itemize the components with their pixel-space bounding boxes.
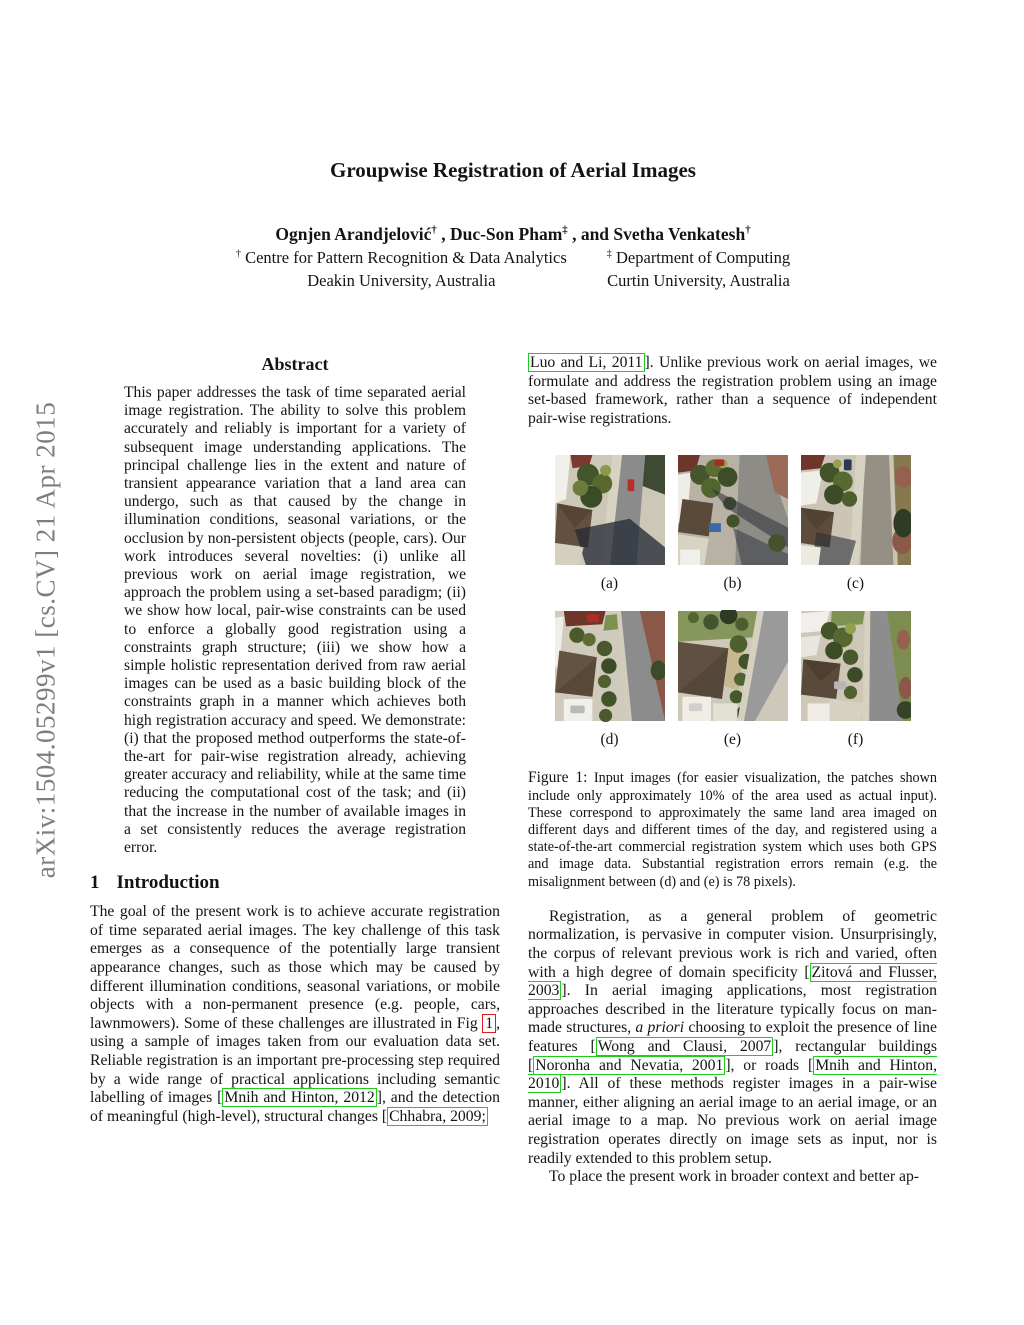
affiliation-dept: ‡ Department of Computing (606, 248, 791, 267)
aerial-photo-c (801, 454, 911, 566)
figure1-caption (528, 769, 937, 890)
citation-link[interactable]: Luo and Li, 2011 (530, 354, 643, 371)
section-heading-introduction (90, 872, 500, 894)
aerial-photo-a (555, 454, 665, 566)
right-column (528, 354, 937, 1187)
section-number: 1 (90, 872, 100, 894)
affiliation-inst: Curtin University, Australia (607, 271, 790, 290)
citation-link[interactable]: Chhabra, 2009; (389, 1107, 486, 1125)
affiliation-mark: † (431, 224, 437, 237)
section-title: Introduction (116, 872, 220, 894)
affiliation-mark: † (745, 224, 751, 237)
figure1-label-e: (e) (723, 731, 742, 749)
figure1-label-f: (f) (847, 731, 864, 749)
abstract-body: This paper addresses the task of time separated aerial image registration. The ability to solve this problem accurately and reliably is important for a variety of subsequent image understanding applications. The principal challenge lies in the extent and nature of transient appearance variation that a land area can undergo, such as that caused by the change in illumination conditions, seasonal variations, or the occlusion by non-persistent objects (people, cars). Our work introduces several novelties: (i) unlike all previous work on aerial image registration, we approach the problem using a set-based paradigm; (ii) we show how local, pair-wise constraints can be used to enforce a globally good registration using a constraints graph structure; (iii) we show how a simple holistic representation derived from raw aerial images can be used as a basic building block of the constraints graph in a manner which achieves both high registration accuracy and speed. We demonstrate: (i) that the proposed method outperforms the state-of-the-art for pair-wise registration already, achieving greater accuracy and reliability, while at the same time reducing the computational cost of the task; and (ii) that the increase in the number of available images in a set consistently reduces the average registration error. (124, 384, 466, 857)
emphasized-text: a priori (635, 1019, 685, 1037)
aerial-photo-b (678, 454, 788, 566)
figure1-cell-c (801, 454, 911, 610)
figure1-cell-d (555, 610, 665, 766)
figure1-caption-label: Figure 1: (528, 769, 588, 787)
affiliation-inst: Deakin University, Australia (307, 271, 496, 290)
affiliation-dept: † Centre for Pattern Recognition & Data Analytics (235, 248, 567, 267)
figure1-cell-b (678, 454, 788, 610)
left-column (90, 354, 500, 1126)
figure1-label-c: (c) (846, 575, 865, 593)
citation-link[interactable]: Wong and Clausi, 2007 (597, 1037, 772, 1055)
figure1-caption-text: Input images (for easier visualization, the patches shown include only approximately 10% of the area used as actual input). These correspond to approximately the same land area imaged on different days and different times of the day, and registered using a state-of-the-art commercial registration system which uses both GPS and image data. Substantial registration errors remain (e.g. the misalignment between (d) and (e) is 78 pixels). (528, 770, 937, 890)
aerial-photo-d (555, 610, 665, 722)
affiliation-curtin (607, 246, 790, 292)
figure1-label-a: (a) (600, 575, 619, 593)
figure1-label-d: (d) (600, 731, 619, 749)
context-paragraph: To place the present work in broader context and better ap- (549, 1168, 920, 1186)
affiliation-mark: ‡ (562, 224, 568, 237)
figure1-cell-f (801, 610, 911, 766)
citation-link[interactable]: Mnih and Hinton, 2010 (528, 1056, 937, 1093)
affiliation-mark: ‡ (606, 248, 612, 260)
continued-paragraph: Luo and Li, 2011 ]. Unlike previous work on aerial images, we formulate and address the registration problem using an image set-based framework, rather than a sequence of independent pair-wise registrations. (528, 354, 938, 427)
abstract-heading: Abstract (261, 354, 329, 374)
author-line: Ognjen Arandjelović† , Duc-Son Pham‡ , and Svetha Venkatesh† (275, 224, 751, 244)
citation-link[interactable]: Mnih and Hinton, 2012 (224, 1089, 375, 1107)
affiliations (90, 246, 936, 292)
citation-link[interactable]: Noronha and Nevatia, 2001 (535, 1056, 724, 1074)
figure1-cell-a (555, 454, 665, 610)
affiliation-deakin (236, 246, 567, 292)
aerial-photo-e (678, 610, 788, 722)
figure1-label-b: (b) (723, 575, 742, 593)
figure-reference-link[interactable]: 1 (482, 1014, 496, 1033)
figure1-grid (528, 454, 937, 766)
citation-link[interactable]: Zitová and Flusser, 2003 (528, 963, 937, 1000)
intro-paragraph: The goal of the present work is to achieve accurate registration of time separated aerial images. The key challenge of this task emerges as a consequence of the potentially large transient appearance changes, such as those which may be caused by different illumination conditions, seasonal variations, or mobile objects with a non-permanent presence (e.g. people, cars, lawnmowers). Some of these challenges are illustrated in Fig 1 , using a sample of images taken from our evaluation data set. Reliable registration is an important pre-processing step required by a wide range of practical applications including semantic labelling of images [ Mnih and Hinton, 2012 ], and the detection of meaningful (high-level), structural changes [ Chhabra, 2009; (90, 903, 500, 1125)
arxiv-watermark: arXiv:1504.05299v1 [cs.CV] 21 Apr 2015 (30, 401, 61, 879)
affiliation-mark: † (235, 248, 241, 260)
figure1-cell-e (678, 610, 788, 766)
figure1 (528, 454, 937, 890)
paper-header (90, 158, 936, 292)
page-title: Groupwise Registration of Aerial Images (330, 158, 696, 182)
aerial-photo-f (801, 610, 911, 722)
related-work-paragraph: Registration, as a general problem of geometric normalization, is pervasive in computer vision. Unsurprisingly, the corpus of relevant previous work is rich and varied, often with a high degree of domain specificity [ Zitová and Flusser, 2003 ]. In aerial imaging applications, most registration approaches described in the literature typically focus on man-made structures, a priori choosing to exploit the presence of line features [ Wong and Clausi, 2007 ], rectangular buildings [ Noronha and Nevatia, 2001 ], or roads [ Mnih and Hinton, 2010 ]. All of these methods register images in a pair-wise manner, either aligning an aerial image to an aerial image, or an aerial image to a map. No previous work on aerial image registration operates directly on image sets as input, nor is readily extended to this problem setup. (528, 907, 937, 1167)
